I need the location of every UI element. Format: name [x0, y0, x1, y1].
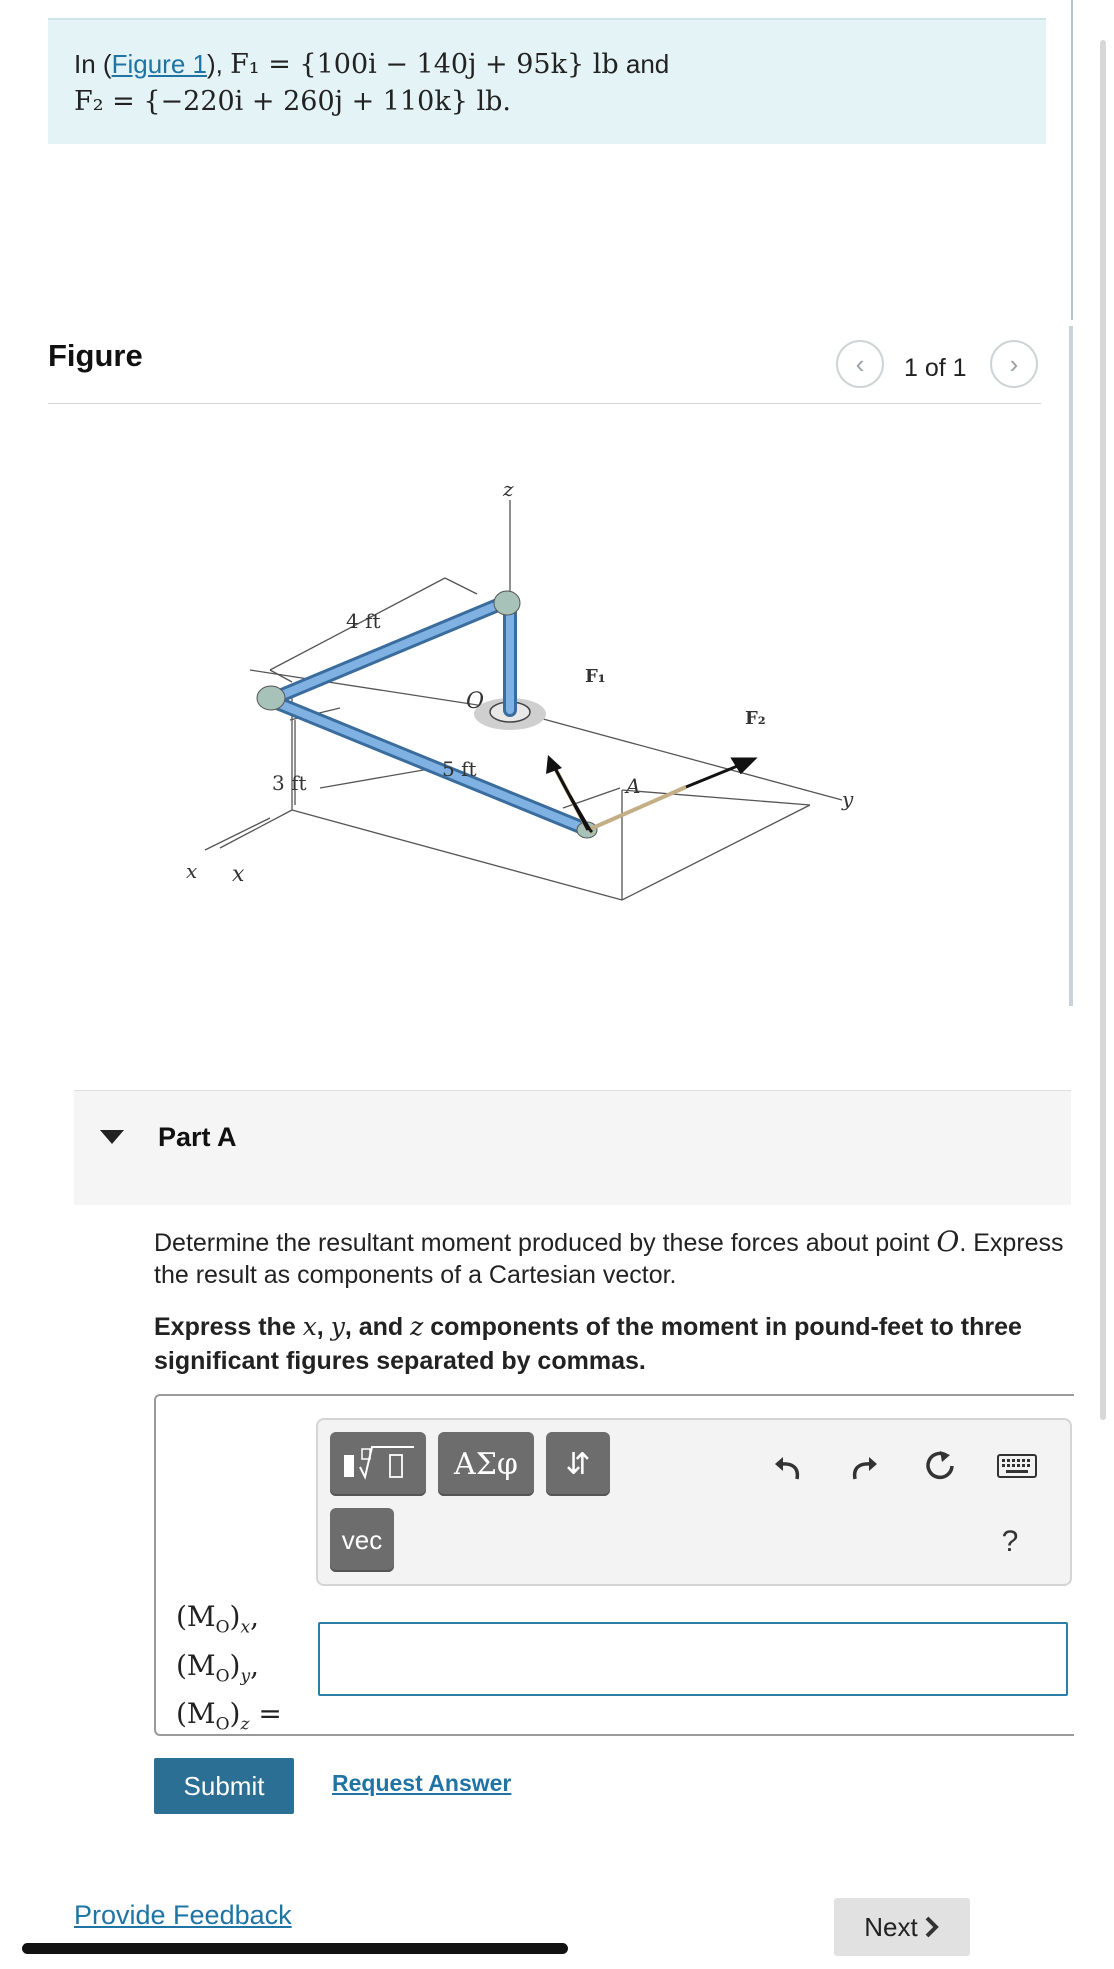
- force-f2-label: F₂: [745, 708, 766, 729]
- provide-feedback-link[interactable]: Provide Feedback: [74, 1900, 292, 1930]
- home-indicator: [22, 1943, 568, 1954]
- label-mz: [176, 1695, 282, 1744]
- force-f1: F₁ = {100i − 140j + 95k} lb: [230, 49, 619, 80]
- figure-counter: 1 of 1: [904, 354, 967, 382]
- y-axis-label: y: [842, 787, 854, 811]
- right-divider-scroll[interactable]: [1069, 326, 1073, 1006]
- label-mx: $(M_O)_x$,: [176, 1600, 259, 1638]
- submit-button[interactable]: Submit: [154, 1758, 294, 1814]
- x-axis-label: x: [186, 859, 198, 883]
- chevron-right-icon: [924, 1916, 940, 1938]
- label-mz-open: (M: [176, 1697, 216, 1731]
- reset-button[interactable]: [918, 1444, 962, 1488]
- problem-and: and: [618, 49, 670, 79]
- point-o-label: O: [466, 689, 485, 714]
- point-a-label: A: [626, 774, 641, 798]
- page-scrollbar[interactable]: [1100, 40, 1106, 1420]
- figure-title: Figure: [48, 338, 143, 373]
- label-mx-close: ): [229, 1600, 241, 1633]
- instruction-sep: ,: [316, 1313, 331, 1341]
- chevron-left-icon: ‹: [855, 348, 865, 379]
- label-my-sub-y: y: [240, 1666, 251, 1687]
- problem-statement: [48, 18, 1046, 144]
- label-my-open: (M: [176, 1648, 216, 1682]
- instruction-and: , and: [344, 1313, 411, 1341]
- chevron-right-icon: ›: [1009, 348, 1019, 379]
- z-axis-label: z: [503, 477, 514, 501]
- answer-label: [176, 1598, 282, 1744]
- caret-down-icon[interactable]: [100, 1130, 124, 1144]
- problem-prefix: In (: [74, 49, 112, 79]
- figure-divider: [48, 403, 1041, 404]
- problem-after-link: ),: [206, 49, 231, 79]
- question-part-2: . Express the result as components of a Cartesian vector.: [154, 1229, 1064, 1289]
- part-a-title: Part A: [158, 1122, 237, 1152]
- label-mx-open: (M: [176, 1600, 216, 1633]
- label-mz-close: ): [229, 1697, 241, 1731]
- instruction-z: z: [410, 1312, 424, 1341]
- previous-figure-button[interactable]: [836, 340, 884, 388]
- keyboard-button[interactable]: [988, 1444, 1046, 1488]
- templates-icon: [338, 1441, 418, 1487]
- label-mx-sub-o: O: [215, 1617, 230, 1638]
- instruction-part-1: Express the: [154, 1313, 303, 1341]
- greek-symbols-button[interactable]: ΑΣφ: [438, 1432, 534, 1496]
- dimension-4ft-label: 4 ft: [346, 609, 381, 633]
- right-divider: [1071, 0, 1073, 320]
- next-figure-button[interactable]: [990, 340, 1038, 388]
- redo-button[interactable]: [842, 1444, 886, 1488]
- help-button[interactable]: ?: [1001, 1525, 1019, 1558]
- label-mz-sub-o: O: [215, 1714, 230, 1735]
- label-mx-sub-x: x: [240, 1617, 251, 1638]
- next-button[interactable]: [834, 1898, 970, 1956]
- label-my-sub-o: O: [215, 1666, 230, 1687]
- request-answer-link[interactable]: Request Answer: [332, 1770, 512, 1796]
- force-f1-label: F₁: [585, 666, 606, 687]
- instruction-y: y: [330, 1312, 345, 1341]
- question-part-1: Determine the resultant moment produced by these forces about point: [154, 1229, 937, 1257]
- instruction-x: x: [302, 1312, 317, 1341]
- question-text: [154, 1226, 1074, 1291]
- dimension-3ft-label: 3 ft: [272, 771, 307, 795]
- instruction-text: [154, 1310, 1074, 1378]
- pipe-assembly-diagram: [186, 470, 880, 940]
- figure-link[interactable]: Figure 1: [111, 49, 207, 79]
- answer-input[interactable]: [318, 1622, 1068, 1696]
- label-equals: =: [249, 1697, 282, 1731]
- keyboard-icon: [997, 1453, 1037, 1479]
- label-mz-sub-z: z: [240, 1714, 250, 1735]
- redo-icon: [849, 1451, 879, 1481]
- vec-button[interactable]: vec: [330, 1508, 394, 1572]
- label-my-close: ): [229, 1648, 241, 1682]
- question-point: O: [936, 1225, 960, 1258]
- force-f2: F₂ = {−220i + 260j + 110k} lb.: [74, 86, 511, 117]
- arrows-button[interactable]: ⇵: [546, 1432, 610, 1496]
- reset-icon: [923, 1449, 957, 1483]
- x-axis-label-outer: x: [232, 862, 245, 887]
- templates-button[interactable]: [330, 1432, 426, 1496]
- next-label: Next: [864, 1911, 918, 1942]
- instruction-part-2: components of the moment in pound-feet to three significant figures separated by commas.: [154, 1313, 1022, 1375]
- undo-button[interactable]: [766, 1444, 810, 1488]
- label-my: $(M_O)_y$,: [176, 1648, 259, 1687]
- undo-icon: [773, 1451, 803, 1481]
- dimension-5ft-label: 5 ft: [442, 757, 477, 781]
